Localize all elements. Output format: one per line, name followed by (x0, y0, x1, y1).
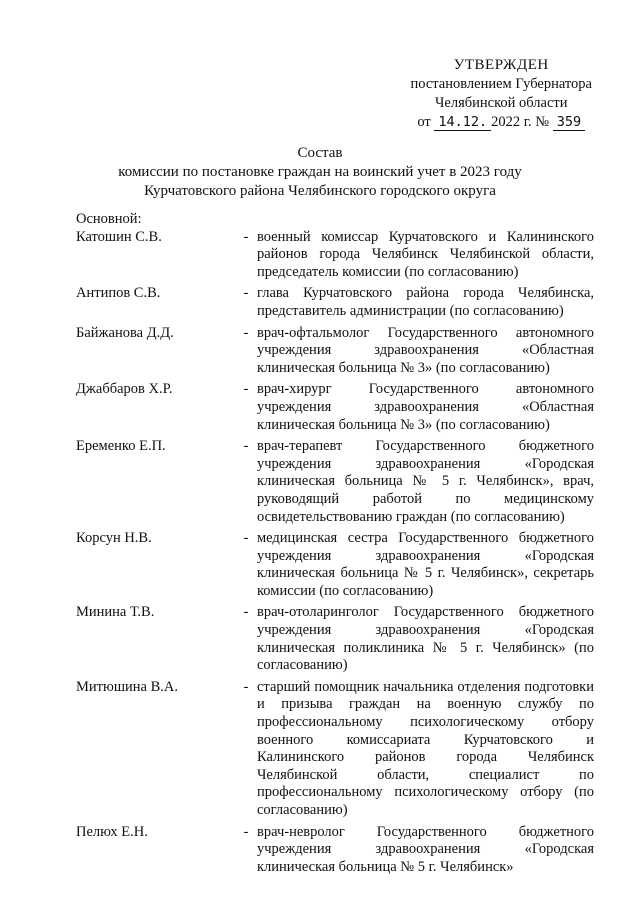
member-dash: - (243, 438, 249, 455)
member-name: Катошин С.В. (76, 228, 162, 245)
member-description: глава Курчатовского района города Челябинска, представитель администрации (по согласованию) (257, 285, 594, 319)
member-name: Пелюх Е.Н. (76, 823, 148, 840)
stamp-year: 2022 г. № (491, 114, 550, 130)
member-row (76, 325, 594, 378)
stamp-line-2: Челябинской области (434, 95, 568, 111)
member-dash: - (243, 604, 249, 621)
member-name: Минина Т.В. (76, 604, 155, 621)
member-description: врач-отоларинголог Государственного бюджетного учреждения здравоохранения «Городская клиническая поликлиника № 5 г. Челябинск» (по согласованию) (257, 604, 594, 674)
stamp-date-line (410, 113, 592, 132)
heading-line-3: Курчатовского района Челябинского городского округа (144, 183, 496, 199)
members-rows (76, 229, 594, 877)
member-description: врач-офтальмолог Государственного автономного учреждения здравоохранения «Областная клиническая больница № 3» (по согласованию) (257, 324, 594, 376)
member-name: Еременко Е.П. (76, 438, 166, 455)
member-name: Митюшина В.А. (76, 678, 178, 695)
member-row (76, 530, 594, 600)
member-description: врач-терапевт Государственного бюджетного учреждения здравоохранения «Городская клиническая больница № 5 г. Челябинск», врач, руководящий работой по медицинскому освидетельствованию граждан (по согласованию) (257, 438, 594, 525)
member-row (76, 604, 594, 674)
stamp-number: 359 (553, 114, 585, 131)
member-row (76, 229, 594, 282)
stamp-line-1: постановлением Губернатора (410, 76, 592, 92)
member-description: врач-невролог Государственного бюджетного учреждения здравоохранения «Городская клиническая больница № 5 г. Челябинск» (257, 823, 594, 875)
section-label: Основной: (76, 211, 142, 227)
member-name: Антипов С.В. (76, 285, 161, 302)
member-description: медицинская сестра Государственного бюджетного учреждения здравоохранения «Городская клиническая больница № 5 г. Челябинск», секретарь комиссии (по согласованию) (257, 530, 594, 599)
member-description: врач-хирург Государственного автономного учреждения здравоохранения «Областная клиническая больница № 3» (по согласованию) (257, 381, 594, 433)
heading-line-2: комиссии по постановке граждан на воинский учет в 2023 году (118, 164, 522, 180)
member-description: старший помощник начальника отделения подготовки и призыва граждан на военную службу по профессиональному психологическому отбору военного комиссариата Курчатовского и Калининского районов города Челябинск Челябинской области, специалист по профессиональному психологическому отбору (по согласованию) (257, 678, 594, 818)
member-dash: - (243, 678, 249, 695)
heading-line-1: Состав (297, 145, 343, 161)
member-dash: - (243, 381, 249, 398)
member-row (76, 679, 594, 820)
stamp-prefix: от (417, 114, 431, 130)
member-name: Корсун Н.В. (76, 530, 152, 547)
member-dash: - (243, 530, 249, 547)
member-description: военный комиссар Курчатовского и Калининского районов города Челябинск Челябинской области, председатель комиссии (по согласованию) (257, 228, 594, 280)
approval-stamp (410, 56, 592, 132)
member-dash: - (243, 324, 249, 341)
member-row (76, 381, 594, 434)
members-list (76, 211, 594, 880)
member-dash: - (243, 285, 249, 302)
member-name: Джаббаров Х.Р. (76, 381, 173, 398)
member-row (76, 438, 594, 526)
member-row (76, 285, 594, 320)
member-dash: - (243, 823, 249, 840)
document-heading (0, 144, 640, 201)
member-dash: - (243, 228, 249, 245)
member-row (76, 824, 594, 877)
stamp-title: УТВЕРЖДЕН (453, 57, 549, 73)
stamp-date: 14.12. (434, 114, 491, 131)
member-name: Байжанова Д.Д. (76, 324, 174, 341)
